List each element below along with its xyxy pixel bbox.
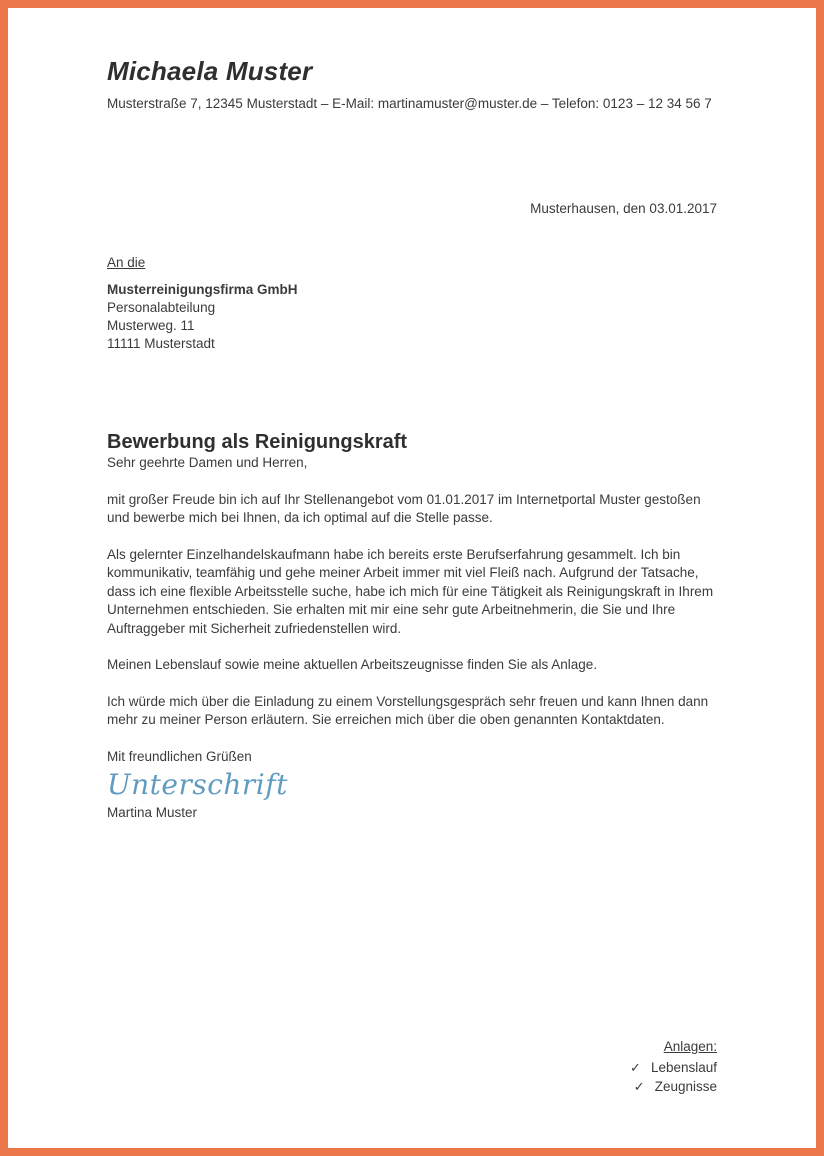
attachment-name: Zeugnisse bbox=[654, 1079, 717, 1094]
date-line: Musterhausen, den 03.01.2017 bbox=[530, 201, 717, 216]
recipient-block bbox=[107, 254, 717, 353]
checkmark-icon: ✓ bbox=[630, 1060, 641, 1075]
paragraph: Als gelernter Einzelhandelskaufmann habe ich bereits erste Berufserfahrung gesammelt. Ich bin kommunikativ, teamfähig und gehe meiner Arbeit immer mit viel Fleiß nach. Aufgrund der Tatsache, dass ich eine flexible Arbeitsstelle suche, habe ich mich für eine Tätigkeit als Reinigungskraft in Ihrem Unternehmen entschieden. Sie erhalten mit mir eine sehr gute Arbeitnehmerin, die Sie und Ihre Auftraggeber mit Sicherheit zufriedenstellen wird. bbox=[107, 546, 714, 636]
closing-line: Mit freundlichen Grüßen bbox=[107, 748, 252, 764]
signer-name: Martina Muster bbox=[107, 805, 198, 820]
recipient-salutation: An die bbox=[107, 255, 146, 270]
letter-content bbox=[8, 8, 816, 820]
greeting: Sehr geehrte Damen und Herren, bbox=[107, 455, 308, 470]
paragraph: Ich würde mich über die Einladung zu einem Vorstellungsgespräch sehr freuen und kann Ihnen dann mehr zu meiner Person erläutern. Sie erreichen mich über die oben genannten Kontaktdaten. bbox=[107, 693, 709, 727]
letter-body bbox=[107, 454, 717, 766]
recipient-department: Personalabteilung bbox=[107, 300, 216, 315]
attachments-block bbox=[630, 1037, 717, 1096]
attachment-name: Lebenslauf bbox=[650, 1060, 717, 1075]
sender-name: Michaela Muster bbox=[107, 56, 313, 86]
paragraph: mit großer Freude bin ich auf Ihr Stellenangebot vom 01.01.2017 im Internetportal Muster gestoßen und bewerbe mich bei Ihnen, da ich optimal auf die Stelle passe. bbox=[107, 491, 701, 525]
sender-contact-line: Musterstraße 7, 12345 Musterstadt – E-Mail: martinamuster@muster.de – Telefon: 0123 – 12 34 56 7 bbox=[107, 96, 712, 111]
paragraph: Meinen Lebenslauf sowie meine aktuellen Arbeitszeugnisse finden Sie als Anlage. bbox=[107, 657, 598, 672]
signature-script: Unterschrift bbox=[107, 768, 288, 801]
recipient-city: 11111 Musterstadt bbox=[107, 336, 215, 351]
attachments-label: Anlagen: bbox=[663, 1039, 717, 1054]
checkmark-icon: ✓ bbox=[633, 1079, 645, 1094]
attachment-item bbox=[630, 1058, 717, 1077]
recipient-street: Musterweg. 11 bbox=[107, 318, 195, 333]
recipient-company: Musterreinigungsfirma GmbH bbox=[107, 282, 298, 297]
attachment-item bbox=[630, 1077, 717, 1096]
subject-line: Bewerbung als Reinigungskraft bbox=[107, 431, 408, 453]
